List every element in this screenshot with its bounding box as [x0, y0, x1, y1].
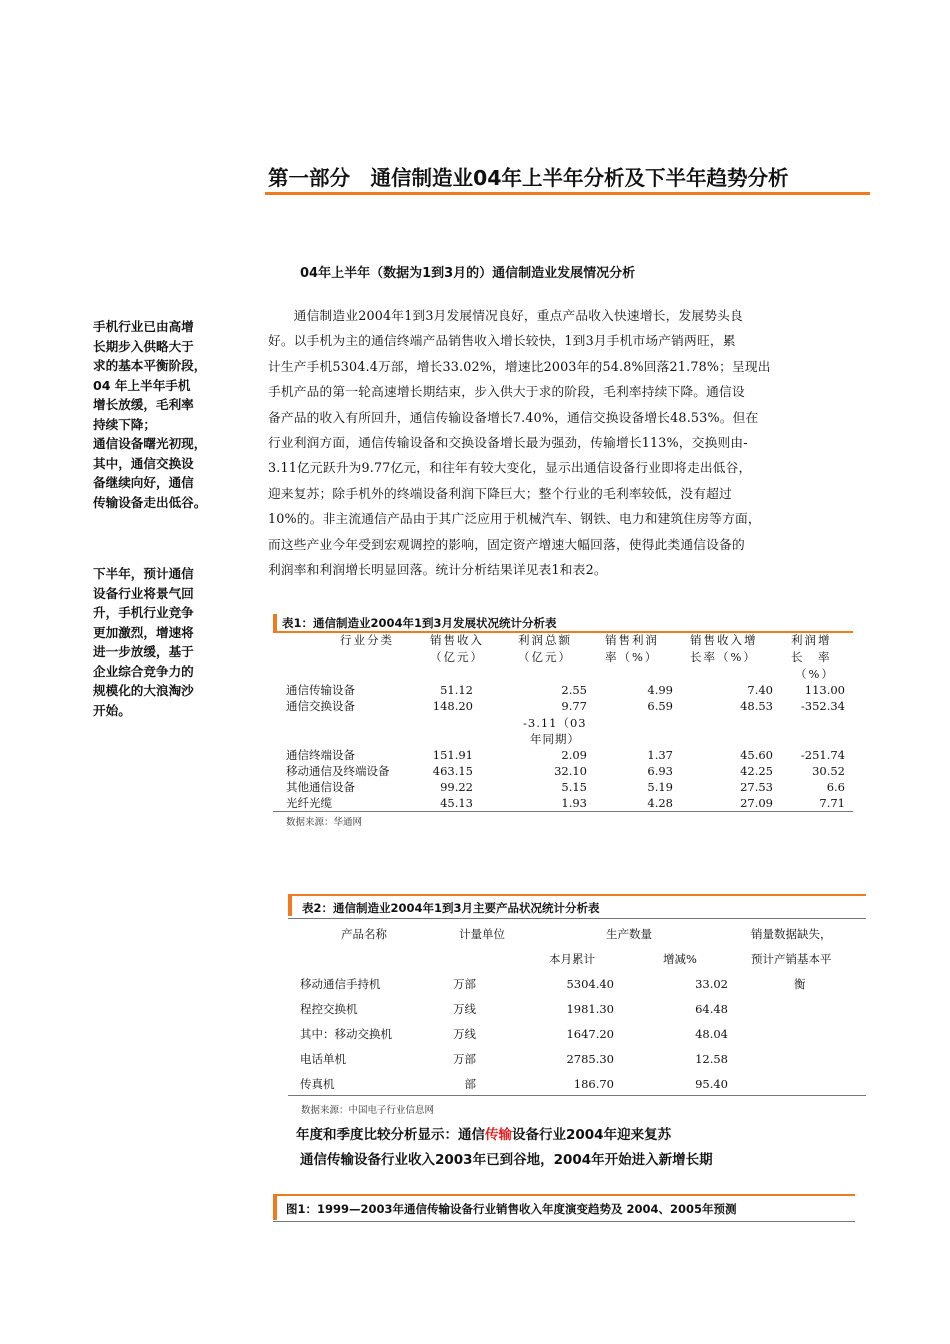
cell-category: 移动通信及终端设备 — [286, 764, 390, 778]
section-subtitle: 04年上半年（数据为1到3月的）通信制造业发展情况分析 — [300, 266, 636, 281]
cell-profit: 9.77 — [561, 699, 587, 713]
body-line: 3.11亿元跃升为9.77亿元，和往年有较大变化，显示出通信设备行业即将走出低谷， — [268, 460, 752, 476]
cell-growth: 33.02 — [695, 977, 728, 991]
body-line: 通信制造业2004年1到3月发展情况良好，重点产品收入快速增长，发展势头良 — [268, 308, 743, 323]
cell-cumulative: 1981.30 — [566, 1002, 614, 1016]
sidenote-line: 备继续向好，通信 — [93, 475, 194, 490]
table2-caption-marker — [288, 896, 292, 916]
table1-header-category: 行业分类 — [340, 633, 394, 647]
table1-header-sales-unit: （亿元） — [430, 650, 484, 664]
cell-profit-growth: 6.6 — [826, 780, 845, 794]
table1-note-line — [268, 715, 853, 731]
sidenote-line: 设备行业将景气回 — [93, 585, 194, 601]
cell-cumulative: 186.70 — [573, 1077, 614, 1091]
table1-header-profit-growth: 利润增 — [791, 633, 832, 647]
conclusion-text: 年度和季度比较分析显示：通信 — [296, 1127, 485, 1143]
cell-margin: 6.93 — [647, 764, 673, 778]
body-paragraph — [268, 303, 870, 582]
figure1-caption: 图1：1999—2003年通信传输设备行业销售收入年度演变趋势及 2004、2005年预测 — [286, 1202, 737, 1216]
sidenote-line: 增长放缓，毛利率 — [93, 397, 194, 412]
table2-header-note: 衡 — [794, 977, 806, 991]
table1 — [268, 632, 853, 832]
cell-margin: 1.37 — [647, 748, 673, 762]
cell-sales-growth: 7.40 — [747, 683, 773, 697]
cell-sales: 148.20 — [432, 699, 473, 713]
cell-cumulative: 2785.30 — [566, 1052, 614, 1066]
cell-margin: 6.59 — [647, 699, 673, 713]
cell-category: 通信交换设备 — [286, 699, 355, 713]
body-line: 而这些产业今年受到宏观调控的影响，固定资产增速大幅回落，使得此类通信设备的 — [268, 536, 745, 552]
cell-sales-growth: 45.60 — [740, 748, 773, 762]
table1-header-sales-growth: 销售收入增 — [690, 633, 758, 647]
sidenote-line: 企业综合竞争力的 — [93, 663, 194, 679]
cell-margin: 4.99 — [647, 683, 673, 697]
body-line: 迎来复苏；除手机外的终端设备利润下降巨大；整个行业的毛利率较低，没有超过 — [268, 485, 732, 501]
cell-category: 其他通信设备 — [286, 780, 355, 794]
conclusion-text: 设备行业2004年迎来复苏 — [512, 1127, 672, 1143]
table2-bottom-rule — [288, 1095, 866, 1096]
cell-sales-growth: 48.53 — [740, 699, 773, 713]
table2-header-note: 预计产销基本平 — [751, 952, 832, 966]
table2 — [288, 918, 866, 1098]
sidenote-line: 04 年上半年手机 — [93, 377, 191, 393]
cell-prior-year-note: 年同期） — [530, 732, 580, 746]
table-row — [268, 747, 853, 763]
table2-header-growth: 增减% — [663, 952, 697, 966]
cell-sales: 151.91 — [432, 748, 473, 762]
cell-unit: 万部 — [453, 1052, 476, 1066]
table2-header-product: 产品名称 — [341, 927, 387, 941]
cell-margin: 4.28 — [647, 796, 673, 810]
cell-product: 程控交换机 — [300, 1002, 358, 1016]
conclusion-line-1 — [296, 1124, 671, 1146]
cell-profit-growth: -251.74 — [800, 748, 845, 762]
cell-unit: 万线 — [453, 1002, 476, 1016]
table1-header-profit-unit: （亿元） — [518, 650, 572, 664]
sidenote-line: 规模化的大浪淘沙 — [93, 683, 194, 698]
cell-product: 移动通信手持机 — [300, 977, 381, 991]
figure1-top-rule — [273, 1194, 855, 1196]
table1-caption-marker — [273, 614, 277, 632]
cell-unit: 部 — [464, 1077, 476, 1091]
cell-growth: 48.04 — [695, 1027, 728, 1041]
body-line: 手机产品的第一轮高速增长期结束，步入供大于求的阶段，毛利率持续下降。通信设 — [268, 384, 745, 400]
cell-product: 其中：移动交换机 — [300, 1027, 392, 1041]
body-line: 计生产手机5304.4万部，增长33.02%，增速比2003年的54.8%回落21.78%；呈现出 — [268, 358, 771, 374]
cell-sales: 45.13 — [440, 796, 473, 810]
table1-source: 数据来源：华通网 — [286, 817, 363, 828]
sidenote-line: 其中，通信交换设 — [93, 455, 194, 471]
cell-cumulative: 1647.20 — [566, 1027, 614, 1041]
cell-unit: 万部 — [453, 977, 476, 991]
cell-prior-year-note: -3.11（03 — [523, 716, 587, 730]
sidenote-line: 长期步入供略大于 — [93, 338, 194, 354]
cell-sales-growth: 27.09 — [740, 796, 773, 810]
table1-header-profit: 利润总额 — [518, 633, 572, 647]
conclusion-highlight: 传输 — [485, 1127, 512, 1143]
sidenote-line: 求的基本平衡阶段， — [93, 358, 207, 373]
table-row — [268, 763, 853, 779]
cell-category: 光纤光缆 — [286, 796, 332, 810]
table1-header-margin-unit: 率（%） — [605, 650, 659, 664]
body-line: 利润率和利润增长明显回落。统计分析结果详见表1和表2。 — [268, 562, 607, 578]
cell-profit: 2.09 — [561, 748, 587, 762]
title-underline — [265, 192, 870, 195]
table2-caption: 表2：通信制造业2004年1到3月主要产品状况统计分析表 — [302, 901, 600, 915]
cell-growth: 64.48 — [695, 1002, 728, 1016]
table2-top-rule — [288, 894, 866, 896]
table-row — [268, 779, 853, 795]
cell-profit: 2.55 — [561, 683, 587, 697]
cell-profit-growth: -352.34 — [800, 699, 845, 713]
sidenote-line: 手机行业已由高增 — [93, 319, 194, 334]
sidenote-outlook — [93, 564, 233, 720]
sidenote-line: 下半年，预计通信 — [93, 566, 194, 581]
cell-sales: 463.15 — [432, 764, 473, 778]
table-row — [268, 698, 853, 714]
conclusion-line-2: 通信传输设备行业收入2003年已到谷地，2004年开始进入新增长期 — [300, 1152, 713, 1168]
figure1-caption-marker — [273, 1196, 277, 1220]
cell-product: 传真机 — [300, 1077, 335, 1091]
cell-sales-growth: 27.53 — [740, 780, 773, 794]
cell-profit: 32.10 — [554, 764, 587, 778]
cell-category: 通信终端设备 — [286, 748, 355, 762]
cell-profit-growth: 7.71 — [819, 796, 845, 810]
cell-product: 电话单机 — [300, 1052, 346, 1066]
table-row — [268, 682, 853, 698]
cell-growth: 12.58 — [695, 1052, 728, 1066]
cell-cumulative: 5304.40 — [566, 977, 614, 991]
table2-header-note: 销量数据缺失， — [751, 927, 832, 941]
sidenote-line: 传输设备走出低谷。 — [93, 494, 207, 510]
sidenote-line: 升，手机行业竞争 — [93, 605, 194, 620]
cell-growth: 95.40 — [695, 1077, 728, 1091]
cell-unit: 万线 — [453, 1027, 476, 1041]
table-row — [268, 795, 853, 811]
table2-header-production: 生产数量 — [606, 927, 652, 941]
sidenote-line: 通信设备曙光初现， — [93, 436, 207, 451]
body-line: 10%的。非主流通信产品由于其广泛应用于机械汽车、钢铁、电力和建筑住房等方面， — [268, 511, 761, 527]
table1-header-margin: 销售利润 — [605, 633, 659, 647]
sidenote-phone-industry — [93, 317, 233, 512]
table1-header-sales: 销售收入 — [430, 633, 484, 647]
table1-note-line — [268, 731, 853, 747]
cell-profit: 5.15 — [561, 780, 587, 794]
cell-margin: 5.19 — [647, 780, 673, 794]
cell-sales: 51.12 — [440, 683, 473, 697]
table2-header-unit: 计量单位 — [459, 927, 505, 941]
cell-profit: 1.93 — [561, 796, 587, 810]
body-line: 备产品的收入有所回升，通信传输设备增长7.40%，通信交换设备增长48.53%。但在 — [268, 409, 759, 425]
sidenote-line: 开始。 — [93, 702, 131, 718]
cell-category: 通信传输设备 — [286, 683, 355, 697]
body-line: 好。以手机为主的通信终端产品销售收入增长较快，1到3月手机市场产销两旺，累 — [268, 333, 736, 349]
page-title: 第一部分 通信制造业04年上半年分析及下半年趋势分析 — [268, 166, 789, 190]
table1-bottom-rule — [273, 811, 853, 812]
cell-sales: 99.22 — [440, 780, 473, 794]
sidenote-line: 更加激烈，增速将 — [93, 624, 194, 640]
table2-source: 数据来源：中国电子行业信息网 — [301, 1105, 435, 1116]
table1-header-sales-growth-unit: 长率（%） — [690, 650, 757, 664]
cell-profit-growth: 113.00 — [804, 683, 845, 697]
cell-sales-growth: 42.25 — [740, 764, 773, 778]
sidenote-line: 持续下降； — [93, 416, 156, 432]
sidenote-line: 进一步放缓，基于 — [93, 644, 194, 659]
table1-header-profit-growth-unit: （%） — [795, 667, 835, 681]
figure1-caption-rule — [273, 1221, 855, 1222]
table2-header-cumulative: 本月累计 — [549, 952, 595, 966]
table1-header-profit-growth-2: 长 率 — [791, 650, 832, 664]
cell-profit-growth: 30.52 — [812, 764, 845, 778]
table1-caption: 表1：通信制造业2004年1到3月发展状况统计分析表 — [282, 616, 557, 630]
body-line: 行业利润方面，通信传输设备和交换设备增长最为强劲，传输增长113%，交换则由- — [268, 435, 748, 451]
